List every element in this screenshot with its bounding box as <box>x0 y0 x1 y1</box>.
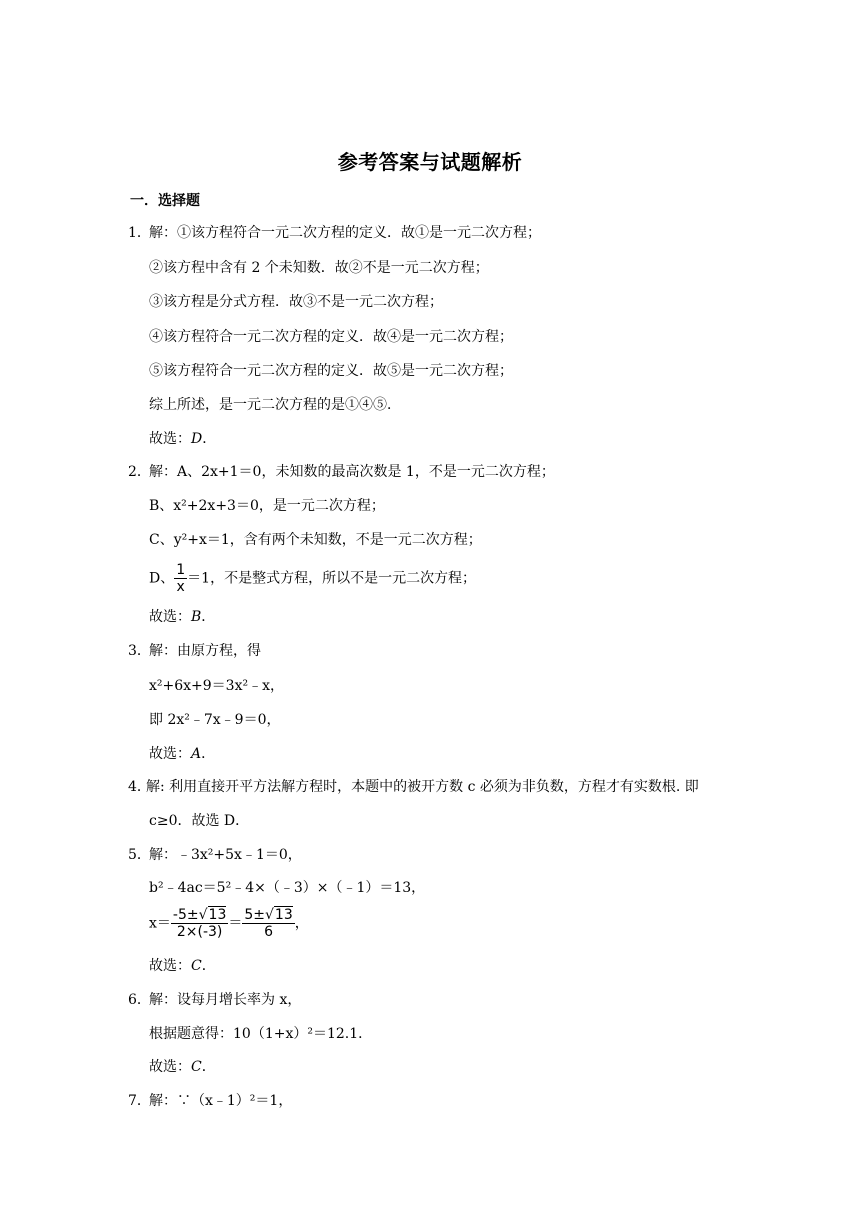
q1-line-4: ④该方程符合一元二次方程的定义．故④是一元二次方程； <box>149 329 513 345</box>
q6-number: 6． <box>128 992 151 1008</box>
q1-line-1: 解：①该方程符合一元二次方程的定义．故①是一元二次方程； <box>149 225 541 241</box>
q5-answer: 故选：C． <box>149 958 216 974</box>
q5-line-1: 解：﹣3x²+5x﹣1＝0， <box>149 847 302 863</box>
q2-number: 2． <box>128 464 151 480</box>
q5-formula: x＝ $\frac{-5\pm√13}{2\times(-3)}$ ＝ $\frac{5\pm√13}{6}$ ， <box>149 907 309 940</box>
q4-line-2: c≥0．故选 D． <box>149 813 250 829</box>
q1-line-5: ⑤该方程符合一元二次方程的定义．故⑤是一元二次方程； <box>149 363 513 379</box>
quadratic-fraction-2: $\frac{5\pm√13}{6}$ <box>244 907 293 940</box>
q7-number: 7． <box>128 1093 151 1109</box>
q1-line-3: ③该方程是分式方程．故③不是一元二次方程； <box>149 294 443 310</box>
q6-line-2: 根据题意得：10（1+x）²＝12.1． <box>149 1026 373 1042</box>
q3-answer: 故选：A． <box>149 746 216 762</box>
q4-line-1: 解: 利用直接开平方法解方程时，本题中的被开方数 c 必须为非负数，方程才有实数根. 即 <box>146 779 699 795</box>
q3-line-3: 即 2x²﹣7x﹣9＝0， <box>149 712 281 728</box>
q1-line-6: 综上所述，是一元二次方程的是①④⑤． <box>149 397 401 413</box>
q2-option-d: D、 $\frac{1}{x}$ ＝1，不是整式方程，所以不是一元二次方程； <box>149 562 477 595</box>
q5-line-2: b²﹣4ac＝5²﹣4×（﹣3）×（﹣1）＝13， <box>149 880 426 896</box>
fraction-one-over-x: $\frac{1}{x}$ <box>176 562 186 595</box>
q6-answer: 故选：C． <box>149 1059 216 1075</box>
q5-number: 5． <box>128 847 151 863</box>
q3-number: 3． <box>128 643 151 659</box>
q1-number: 1． <box>128 225 151 241</box>
q1-line-2: ②该方程中含有 2 个未知数．故②不是一元二次方程； <box>149 260 489 276</box>
q7-line-1: 解：∵（x﹣1）²＝1， <box>149 1093 293 1109</box>
page-title: 参考答案与试题解析 <box>337 150 523 174</box>
q2-answer: 故选：B． <box>149 609 216 625</box>
q2-option-c: C、y²+x＝1，含有两个未知数，不是一元二次方程； <box>149 532 482 548</box>
quadratic-fraction-1: $\frac{-5\pm√13}{2\times(-3)}$ <box>172 907 227 940</box>
section-heading: 一．选择题 <box>130 193 200 209</box>
q4-number: 4． <box>128 779 151 795</box>
q6-line-1: 解：设每月增长率为 x， <box>149 992 302 1008</box>
q2-option-b: B、x²+2x+3＝0，是一元二次方程； <box>149 498 385 514</box>
q2-option-a: 解：A、2x+1＝0，未知数的最高次数是 1，不是一元二次方程； <box>149 464 555 480</box>
q3-line-1: 解：由原方程，得 <box>149 643 261 659</box>
q3-line-2: x²+6x+9＝3x²﹣x， <box>149 678 284 694</box>
q1-answer: 故选：D． <box>149 431 217 447</box>
